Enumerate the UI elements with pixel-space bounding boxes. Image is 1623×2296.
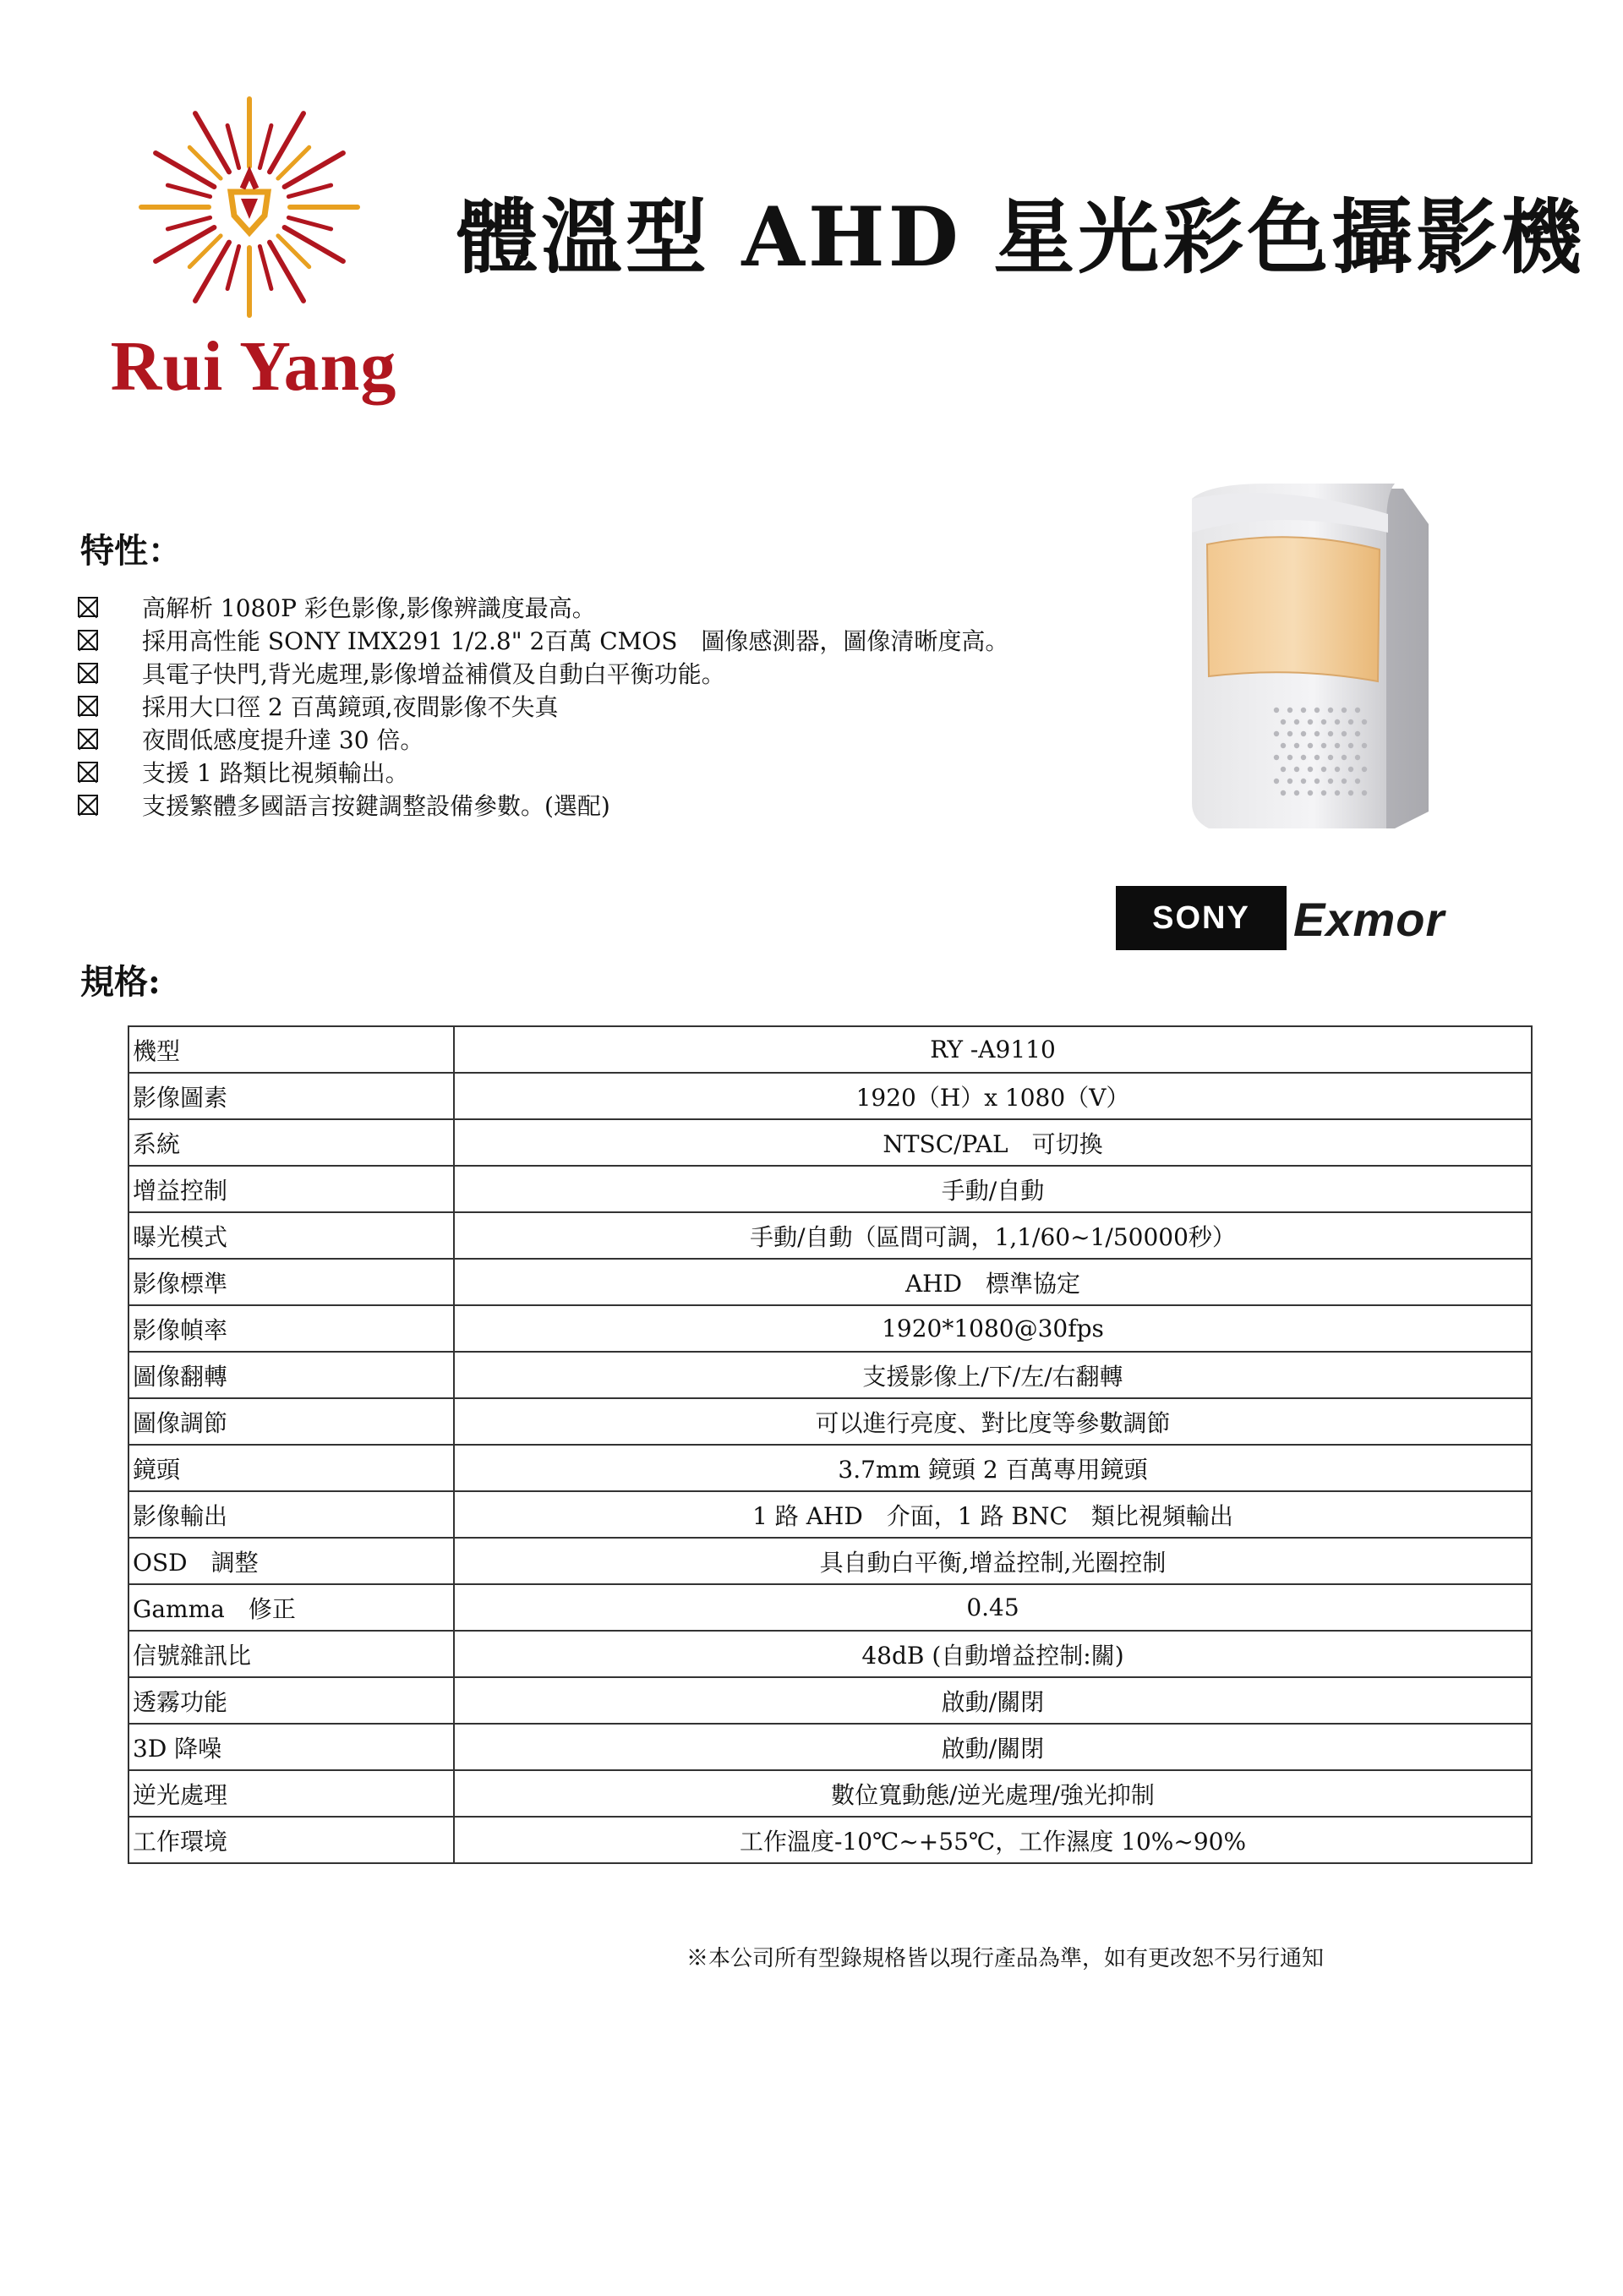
- exmor-logo: Exmor: [1293, 892, 1445, 946]
- feature-item: [78, 623, 1092, 656]
- table-row: [128, 1352, 1532, 1398]
- spec-value: 1920（H）x 1080（V）: [454, 1073, 1532, 1119]
- spec-label: 工作環境: [128, 1817, 454, 1863]
- spec-value: 1920*1080@30fps: [454, 1305, 1532, 1352]
- feature-item: [78, 755, 1092, 788]
- spec-label: Gamma 修正: [128, 1584, 454, 1631]
- feature-text: 採用大口徑 2 百萬鏡頭,夜間影像不失真: [142, 692, 559, 721]
- feature-text: 具電子快門,背光處理,影像增益補償及自動白平衡功能。: [142, 659, 725, 688]
- table-row: [128, 1398, 1532, 1445]
- spec-label: 逆光處理: [128, 1770, 454, 1817]
- spec-label: 透霧功能: [128, 1677, 454, 1724]
- table-row: [128, 1631, 1532, 1677]
- feature-list: [78, 590, 1092, 821]
- features-heading: 特性：: [80, 531, 182, 571]
- spec-label: 信號雜訊比: [128, 1631, 454, 1677]
- table-row: [128, 1166, 1532, 1212]
- feature-text: 支援繁體多國語言按鍵調整設備參數。(選配): [142, 791, 610, 820]
- spec-value: 1 路 AHD 介面，1 路 BNC 類比視頻輸出: [454, 1491, 1532, 1538]
- table-row: [128, 1817, 1532, 1863]
- table-row: [128, 1119, 1532, 1166]
- spec-value: 數位寬動態/逆光處理/強光抑制: [454, 1770, 1532, 1817]
- table-row: [128, 1677, 1532, 1724]
- spec-label: 圖像翻轉: [128, 1352, 454, 1398]
- spec-value: NTSC/PAL 可切換: [454, 1119, 1532, 1166]
- brand-name: Rui Yang: [110, 327, 397, 406]
- spec-label: 3D 降噪: [128, 1724, 454, 1770]
- table-row: [128, 1491, 1532, 1538]
- spec-value: 手動/自動: [454, 1166, 1532, 1212]
- page-title: 體溫型 AHD 星光彩色攝影機: [456, 189, 1586, 285]
- feature-item: [78, 722, 1092, 755]
- spec-label: 圖像調節: [128, 1398, 454, 1445]
- spec-value: 手動/自動（區間可調，1,1/60~1/50000秒）: [454, 1212, 1532, 1259]
- spec-value: 具自動白平衡,增益控制,光圈控制: [454, 1538, 1532, 1584]
- spec-label: OSD 調整: [128, 1538, 454, 1584]
- table-row: [128, 1724, 1532, 1770]
- spec-label: 影像圖素: [128, 1073, 454, 1119]
- checkbox-icon: [78, 663, 98, 683]
- feature-text: 夜間低感度提升達 30 倍。: [142, 725, 424, 754]
- feature-text: 支援 1 路類比視頻輸出。: [142, 758, 409, 787]
- spec-value: 啟動/關閉: [454, 1677, 1532, 1724]
- spec-label: 影像幀率: [128, 1305, 454, 1352]
- spec-label: 影像輸出: [128, 1491, 454, 1538]
- table-row: [128, 1259, 1532, 1305]
- spec-value: 工作溫度-10℃~+55℃，工作濕度 10%~90%: [454, 1817, 1532, 1863]
- table-row: [128, 1073, 1532, 1119]
- checkbox-icon: [78, 696, 98, 716]
- checkbox-icon: [78, 630, 98, 650]
- feature-item: [78, 590, 1092, 623]
- specs-heading: 規格:: [80, 962, 161, 1002]
- checkbox-icon: [78, 795, 98, 815]
- table-row: [128, 1584, 1532, 1631]
- table-row: [128, 1538, 1532, 1584]
- feature-text: 高解析 1080P 彩色影像,影像辨識度最高。: [142, 593, 596, 622]
- spec-value: 48dB (自動增益控制:關): [454, 1631, 1532, 1677]
- table-row: [128, 1770, 1532, 1817]
- camera-product-image: [1175, 473, 1437, 837]
- spec-label: 曝光模式: [128, 1212, 454, 1259]
- table-row: [128, 1212, 1532, 1259]
- feature-item: [78, 656, 1092, 689]
- spec-value: 支援影像上/下/左/右翻轉: [454, 1352, 1532, 1398]
- footnote: ※本公司所有型錄規格皆以現行產品為準，如有更改恕不另行通知: [686, 1946, 1325, 1971]
- spec-value: AHD 標準協定: [454, 1259, 1532, 1305]
- spec-label: 機型: [128, 1026, 454, 1073]
- spec-label: 系統: [128, 1119, 454, 1166]
- spec-table: [128, 1025, 1533, 1864]
- feature-text: 採用高性能 SONY IMX291 1/2.8" 2百萬 CMOS 圖像感測器，圖像清晰度高。: [142, 626, 1009, 655]
- feature-item: [78, 788, 1092, 821]
- table-row: [128, 1445, 1532, 1491]
- checkbox-icon: [78, 762, 98, 782]
- spec-label: 影像標準: [128, 1259, 454, 1305]
- feature-item: [78, 689, 1092, 722]
- spec-value: 可以進行亮度、對比度等參數調節: [454, 1398, 1532, 1445]
- checkbox-icon: [78, 729, 98, 749]
- rui-yang-logo-icon: [135, 93, 363, 321]
- spec-value: 0.45: [454, 1584, 1532, 1631]
- sony-logo: SONY: [1116, 886, 1287, 950]
- table-row: [128, 1305, 1532, 1352]
- table-row: [128, 1026, 1532, 1073]
- spec-value: 啟動/關閉: [454, 1724, 1532, 1770]
- spec-value: RY -A9110: [454, 1026, 1532, 1073]
- spec-value: 3.7mm 鏡頭 2 百萬專用鏡頭: [454, 1445, 1532, 1491]
- checkbox-icon: [78, 597, 98, 617]
- spec-label: 鏡頭: [128, 1445, 454, 1491]
- spec-label: 增益控制: [128, 1166, 454, 1212]
